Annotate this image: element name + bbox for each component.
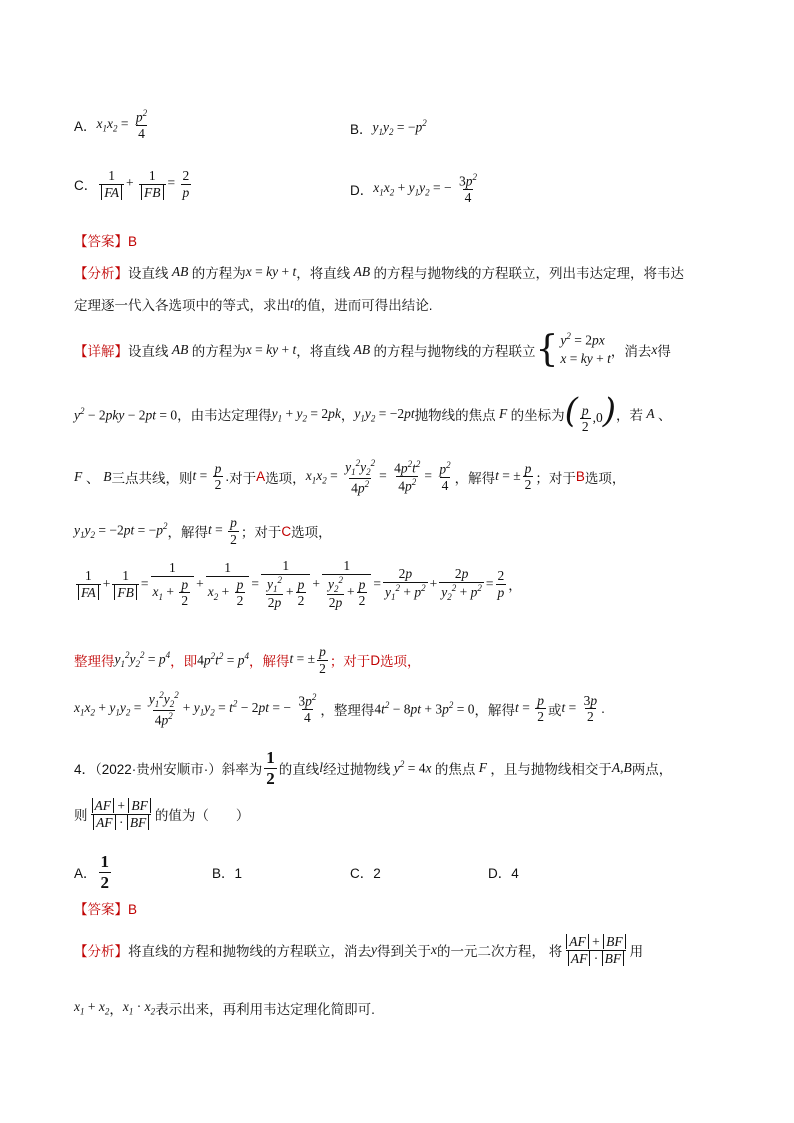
q4-option-a: A． $\frac{1}{2}$: [74, 852, 110, 892]
q4-option-c: C．2: [350, 866, 381, 881]
detail-q3-line6: 整理得 $y_1^2y_2^2 = p^4$ ，即 $4p^2t^2 = p^4$ ，解得 t = ± $\frac{p}{2}$ ；对于 D 选项，: [74, 644, 421, 676]
detail-q3-line3: F 、 B 三点共线，则 t = $\frac{p}{2}$ . 对于 A 选项， $x_1x_2$ = $\frac{y_1^2y_2^2}{4p^2}$ = $\frac{4p^2t^2}{4p^2}$ = $\frac{p^2}{4}$ ，解得 t = ± $\frac{p}{2}$ ；对于 B 选项，: [74, 458, 626, 496]
answer-q3: 【答案】B: [74, 234, 138, 249]
option-b-formula: $y_1y_2 = -p^2$: [372, 118, 427, 138]
q4-option-d: D．4: [488, 866, 519, 881]
option-c: C． $\frac{1}{FA}$ + $\frac{1}{FB}$ = $\frac{2}{p}$: [74, 168, 193, 200]
detail-q3-line4: $y_1y_2 = -2pt = -p^2$ ，解得 t = $\frac{p}{2}$ ；对于 C 选项，: [74, 515, 332, 547]
answer-q4: 【答案】B: [74, 902, 138, 917]
detail-q3-line7: $x_1x_2 + y_1y_2$ = $\frac{y_1^2y_2^2}{4p^2}$ + $y_1y_2 = t^2 - 2pt$ = − $\frac{3p^2}{4}$ ，整理得 $4t^2 - 8pt + 3p^2 = 0$ ，解得 t = $\frac{p}{2}$ 或 t = $\frac{3p}{2}$ .: [74, 690, 605, 728]
option-a-formula: $x_1x_2$ = $\frac{p^2}{4}$: [96, 108, 148, 142]
option-d: D． $x_1x_2 + y_1y_2$ = − $\frac{3p^2}{4}$: [350, 172, 481, 206]
analysis-q4-line1: 【分析】 将直线的方程和抛物线的方程联立，消去 y 得到关于 x 的一元二次方程， 将 $\frac{AF + BF}{AF \cdot BF}$ 用: [74, 934, 644, 966]
detail-q3-line5: $\frac{1}{FA}$ + $\frac{1}{FB}$ = 1 $x_1$ + $\frac{p}{2}$ + 1 $x_2$ + $\frac{p}{2}$ = 1 $\frac{y_1^2}{2p}$ + $\frac{p}{2}$ + 1 $\frac{y_2^2}{2p}$ + $\frac{p}{2}$ = $\frac{2p}{y_1^2 + p^2}$ + $\frac{2p}{y_2^2 + p^2}$ = $\frac{2}{p}$ ，: [74, 558, 522, 611]
question-4-stem-line2: 则 $\frac{AF + BF}{AF \cdot BF}$ 的值为（ ）: [74, 798, 250, 830]
equation-system: { $y^2 = 2px$ x = ky + t: [535, 328, 611, 370]
question-4-stem-line1: 4．（2022·贵州安顺市·）斜率为 $\frac{1}{2}$ 的直线 l 经过抛物线 $y^2 = 4x$ 的焦点 F ，且与抛物线相交于 A,B 两点，: [74, 748, 673, 788]
analysis-q3-line2: 定理逐一代入各选项中的等式，求出 t 的值，进而可得出结论.: [74, 296, 433, 313]
q4-option-b: B．1: [212, 866, 243, 881]
detail-q3-line2: $y^2 - 2pky - 2pt = 0$ ，由韦达定理得 $y_1 + y_2 = 2pk$ ， $y_1y_2 = -2pt$ 抛物线的焦点 F 的坐标为 ( $\frac{p}{2}$ ,0) ，若 A 、: [74, 391, 672, 435]
option-a: A． $x_1x_2$ = $\frac{p^2}{4}$: [74, 108, 151, 142]
detail-q3-line1: 【详解】 设直线 AB 的方程为 x = ky + t ，将直线 AB 的方程与抛物线的方程联立 { $y^2 = 2px$ x = ky + t ，消去 x 得: [74, 328, 671, 370]
analysis-q4-line2: $x_1 + x_2$ ， $x_1 \cdot x_2$ 表示出来，再利用韦达定理化简即可.: [74, 999, 375, 1017]
option-d-formula: $x_1x_2 + y_1y_2$ = − $\frac{3p^2}{4}$: [373, 172, 477, 206]
analysis-q3-line1: 【分析】 设直线 AB 的方程为 x = ky + t ，将直线 AB 的方程与抛物线的方程联立，列出韦达定理，将韦达: [74, 264, 684, 281]
option-b: B． $y_1y_2 = -p^2$: [350, 118, 427, 138]
option-c-formula: $\frac{1}{FA}$ + $\frac{1}{FB}$ = $\frac{2}{p}$: [97, 168, 193, 200]
